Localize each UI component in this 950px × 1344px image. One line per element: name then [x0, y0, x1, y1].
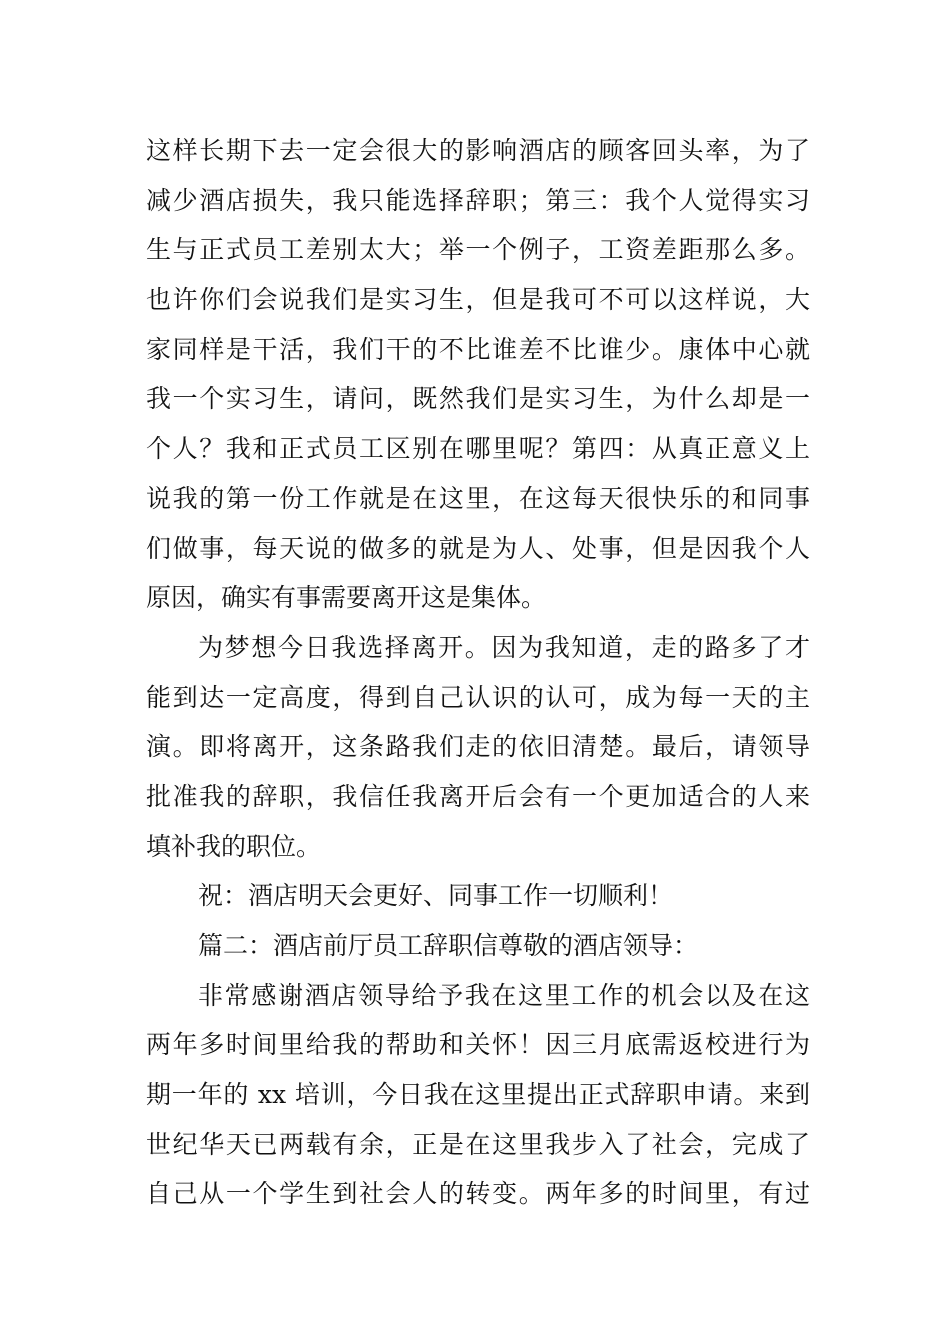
text-line: 原因，确实有事需要离开这是集体。 — [146, 583, 547, 613]
text-line: 两年多时间里给我的帮助和关怀！因三月底需返校进行为 — [146, 1030, 810, 1060]
text-line: 说我的第一份工作就是在这里，在这每天很快乐的和同事 — [146, 483, 810, 513]
text-line: 这样长期下去一定会很大的影响酒店的顾客回头率，为了 — [146, 136, 810, 165]
text-line: 篇二：酒店前厅员工辞职信尊敬的酒店领导： — [198, 931, 699, 960]
text-line: 也许你们会说我们是实习生，但是我可不可以这样说，大 — [146, 285, 810, 315]
text-line: 非常感谢酒店领导给予我在这里工作的机会以及在这 — [198, 980, 810, 1010]
text-line: 期一年的 xx 培训，今日我在这里提出正式辞职申请。来到 — [146, 1080, 810, 1110]
text-line: 家同样是干活，我们干的不比谁差不比谁少。康体中心就 — [146, 334, 810, 364]
text-line: 们做事，每天说的做多的就是为人、处事，但是因我个人 — [146, 533, 810, 563]
text-line: 填补我的职位。 — [146, 831, 322, 861]
text-line: 祝：酒店明天会更好、同事工作一切顺利！ — [198, 881, 674, 911]
text-line: 能到达一定高度，得到自己认识的认可，成为每一天的主 — [146, 682, 810, 712]
text-line: 生与正式员工差别太大；举一个例子，工资差距那么多。 — [146, 235, 810, 265]
text-line: 减少酒店损失，我只能选择辞职；第三：我个人觉得实习 — [146, 185, 810, 215]
text-line: 个人？我和正式员工区别在哪里呢？第四：从真正意义上 — [146, 434, 810, 464]
text-line: 自己从一个学生到社会人的转变。两年多的时间里，有过 — [146, 1179, 810, 1209]
text-line: 世纪华天已两载有余，正是在这里我步入了社会，完成了 — [146, 1129, 810, 1159]
document-page — [146, 126, 810, 1219]
text-line: 我一个实习生，请问，既然我们是实习生，为什么却是一 — [146, 384, 810, 414]
text-line: 为梦想今日我选择离开。因为我知道，走的路多了才 — [198, 632, 810, 662]
text-line: 演。即将离开，这条路我们走的依旧清楚。最后，请领导 — [146, 732, 810, 762]
text-line: 批准我的辞职，我信任我离开后会有一个更加适合的人来 — [146, 781, 810, 811]
